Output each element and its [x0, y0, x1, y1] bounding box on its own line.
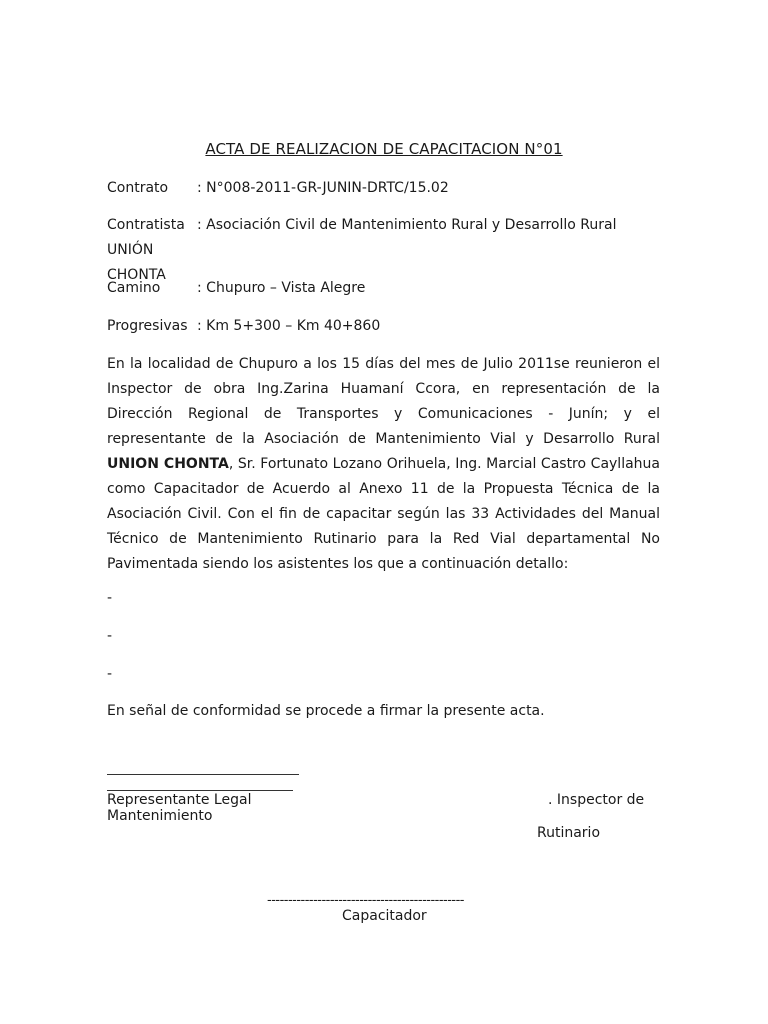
- contratista-value-cont: CHONTA: [107, 267, 166, 283]
- contrato-value: : N°008-2011-GR-JUNIN-DRTC/15.02: [197, 180, 449, 196]
- camino-label: Camino: [107, 280, 161, 296]
- contrato-label: Contrato: [107, 180, 169, 196]
- capacitador-label: Capacitador: [342, 908, 427, 924]
- body-text-bold: UNION CHONTA: [107, 456, 229, 472]
- progresivas-label: Progresivas: [107, 318, 188, 334]
- document-title: ACTA DE REALIZACION DE CAPACITACION N°01: [205, 140, 563, 158]
- camino-row: [107, 276, 662, 301]
- signature-line-1: [107, 774, 299, 775]
- signature-left-label-cont: Mantenimiento: [107, 808, 213, 824]
- signature-right-label: . Inspector de: [548, 792, 645, 808]
- signature-left: [107, 792, 251, 824]
- body-paragraph: [107, 352, 660, 577]
- progresivas-row: [107, 314, 662, 339]
- attendee-dash-3: -: [107, 666, 113, 682]
- progresivas-value: : Km 5+300 – Km 40+860: [197, 318, 381, 334]
- attendee-dash-1: -: [107, 590, 113, 606]
- signature-right-label-cont: Rutinario: [537, 825, 601, 841]
- capacitador-signature-line: -----------------------------------------------: [267, 893, 464, 908]
- camino-value: : Chupuro – Vista Alegre: [197, 280, 366, 296]
- contrato-row: [107, 176, 662, 201]
- attendee-dash-2: -: [107, 628, 113, 644]
- body-text-part2: , Sr. Fortunato Lozano Orihuela, Ing. Marcial Castro Cayllahua como Capacitador de Acuerdo al Anexo 11 de la Propuesta Técnica de la Asociación Civil. Con el fin de capacitar según las 33 Actividades del Manual Técnico de Mantenimiento Rutinario para la Red Vial departamental No Pavimentada siendo los asistentes los que a continuación detallo:: [107, 456, 660, 572]
- body-text-part1: En la localidad de Chupuro a los 15 días del mes de Julio 2011se reunieron el Inspector de obra Ing.Zarina Huamaní Ccora, en representación de la Dirección Regional de Transportes y Comunicaciones - Junín; y el representante de la Asociación de Mantenimiento Vial y Desarrollo Rural: [107, 356, 660, 447]
- contratista-value: : Asociación Civil de Mantenimiento Rural y Desarrollo Rural UNIÓN: [107, 217, 617, 258]
- signature-left-label: Representante Legal: [107, 792, 252, 808]
- contratista-label: Contratista: [107, 217, 185, 233]
- closing-statement: En señal de conformidad se procede a firmar la presente acta.: [107, 703, 545, 719]
- signature-line-2: [107, 790, 293, 791]
